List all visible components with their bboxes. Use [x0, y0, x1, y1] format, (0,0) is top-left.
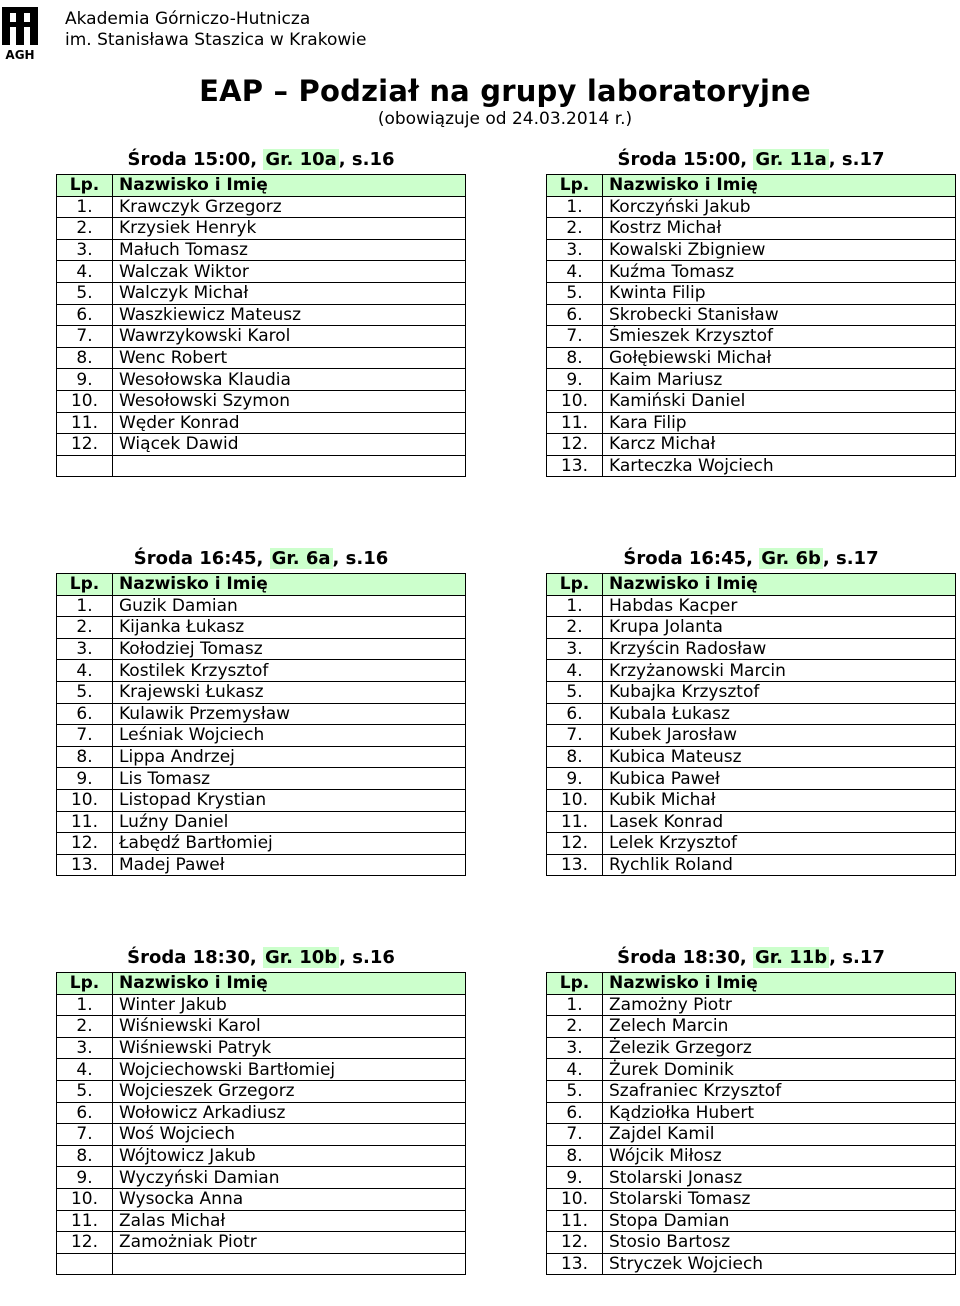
row-number: 13. — [547, 854, 603, 876]
row-number: 6. — [547, 703, 603, 725]
student-name: Stolarski Tomasz — [603, 1188, 956, 1210]
row-number: 6. — [547, 1102, 603, 1124]
student-name: Krupa Jolanta — [603, 617, 956, 639]
row-number: 1. — [547, 994, 603, 1016]
student-name: Krzyżanowski Marcin — [603, 660, 956, 682]
group-room: , s.16 — [332, 548, 389, 569]
student-name — [113, 455, 466, 477]
table-row — [57, 768, 466, 790]
student-name: Kubala Łukasz — [603, 703, 956, 725]
table-row — [547, 1080, 956, 1102]
table-row — [57, 1145, 466, 1167]
table-row — [547, 390, 956, 412]
table-header-row — [57, 175, 466, 197]
table-row — [57, 854, 466, 876]
header-name: Nazwisko i Imię — [603, 973, 956, 995]
table-header-row — [57, 574, 466, 596]
group-room: , s.17 — [822, 548, 879, 569]
student-name: Wiącek Dawid — [113, 434, 466, 456]
student-name: Wenc Robert — [113, 347, 466, 369]
group-table — [56, 972, 466, 1275]
student-name: Kołodziej Tomasz — [113, 638, 466, 660]
student-name: Zamożniak Piotr — [113, 1232, 466, 1254]
table-header-row — [547, 175, 956, 197]
student-name: Kubica Paweł — [603, 768, 956, 790]
table-row — [547, 261, 956, 283]
student-name: Rychlik Roland — [603, 854, 956, 876]
row-number: 6. — [57, 304, 113, 326]
student-name: Wiśniewski Karol — [113, 1016, 466, 1038]
university-line-1: Akademia Górniczo-Hutnicza — [65, 9, 311, 29]
table-row — [547, 994, 956, 1016]
student-name: Małuch Tomasz — [113, 239, 466, 261]
group-table — [546, 573, 956, 876]
student-name: Woś Wojciech — [113, 1124, 466, 1146]
student-name: Łabędź Bartłomiej — [113, 833, 466, 855]
row-number: 11. — [547, 811, 603, 833]
row-number: 9. — [547, 768, 603, 790]
header-lp: Lp. — [547, 175, 603, 197]
table-row — [547, 1037, 956, 1059]
table-row — [547, 1232, 956, 1254]
row-number: 13. — [547, 1253, 603, 1275]
table-row — [547, 617, 956, 639]
row-number: 2. — [547, 218, 603, 240]
row-number: 7. — [57, 725, 113, 747]
row-number: 10. — [57, 390, 113, 412]
student-name: Żurek Dominik — [603, 1059, 956, 1081]
row-number: 6. — [57, 1102, 113, 1124]
table-row — [547, 789, 956, 811]
table-row — [547, 369, 956, 391]
row-number: 8. — [57, 746, 113, 768]
student-name: Lis Tomasz — [113, 768, 466, 790]
row-number: 4. — [547, 1059, 603, 1081]
header-name: Nazwisko i Imię — [113, 973, 466, 995]
group-room: , s.17 — [829, 947, 885, 968]
table-row — [547, 412, 956, 434]
header-name: Nazwisko i Imię — [603, 574, 956, 596]
row-number: 3. — [57, 239, 113, 261]
row-number — [57, 455, 113, 477]
table-row — [547, 282, 956, 304]
row-number: 10. — [547, 789, 603, 811]
table-row — [57, 595, 466, 617]
row-number: 13. — [57, 854, 113, 876]
row-number: 11. — [547, 1210, 603, 1232]
table-row — [547, 725, 956, 747]
group-code: Gr. 10a — [265, 149, 337, 170]
table-row — [547, 1102, 956, 1124]
group-code: Gr. 6b — [761, 548, 821, 569]
student-name: Zelech Marcin — [603, 1016, 956, 1038]
table-row — [547, 854, 956, 876]
table-row — [57, 1080, 466, 1102]
row-number: 4. — [57, 1059, 113, 1081]
row-number: 5. — [57, 681, 113, 703]
table-row — [57, 994, 466, 1016]
group-heading — [546, 544, 956, 573]
row-number: 9. — [57, 1167, 113, 1189]
student-name: Kubajka Krzysztof — [603, 681, 956, 703]
table-row — [57, 326, 466, 348]
table-row — [57, 369, 466, 391]
row-number: 7. — [547, 1124, 603, 1146]
student-name: Walczyk Michał — [113, 282, 466, 304]
group-room: , s.16 — [339, 947, 395, 968]
group-section — [56, 544, 466, 876]
group-time: Środa 18:30, — [127, 947, 264, 968]
row-number: 4. — [547, 261, 603, 283]
row-number: 2. — [547, 617, 603, 639]
group-table — [56, 573, 466, 876]
student-name: Skrobecki Stanisław — [603, 304, 956, 326]
table-row — [57, 681, 466, 703]
group-section — [56, 145, 466, 477]
table-row — [57, 304, 466, 326]
header-name: Nazwisko i Imię — [113, 175, 466, 197]
student-name: Karcz Michał — [603, 434, 956, 456]
row-number: 11. — [57, 1210, 113, 1232]
row-number: 5. — [57, 1080, 113, 1102]
student-name: Stosio Bartosz — [603, 1232, 956, 1254]
row-number: 5. — [57, 282, 113, 304]
row-number: 4. — [547, 660, 603, 682]
student-name: Śmieszek Krzysztof — [603, 326, 956, 348]
group-code: Gr. 11a — [755, 149, 827, 170]
student-name: Wysocka Anna — [113, 1188, 466, 1210]
header-lp: Lp. — [57, 175, 113, 197]
header-lp: Lp. — [57, 973, 113, 995]
row-number: 8. — [547, 347, 603, 369]
row-number: 2. — [57, 218, 113, 240]
table-row — [57, 1037, 466, 1059]
table-row — [547, 703, 956, 725]
student-name — [113, 1253, 466, 1275]
row-number: 3. — [547, 638, 603, 660]
table-row — [57, 638, 466, 660]
table-row — [57, 1253, 466, 1275]
table-row — [57, 811, 466, 833]
row-number: 4. — [57, 660, 113, 682]
student-name: Luźny Daniel — [113, 811, 466, 833]
row-number: 12. — [57, 833, 113, 855]
table-row — [57, 455, 466, 477]
student-name: Wojcieszek Grzegorz — [113, 1080, 466, 1102]
row-number: 9. — [547, 369, 603, 391]
row-number: 5. — [547, 681, 603, 703]
table-row — [57, 261, 466, 283]
header-lp: Lp. — [547, 574, 603, 596]
table-row — [57, 1210, 466, 1232]
student-name: Wójtowicz Jakub — [113, 1145, 466, 1167]
student-name: Listopad Krystian — [113, 789, 466, 811]
student-name: Walczak Wiktor — [113, 261, 466, 283]
group-code: Gr. 6a — [271, 548, 331, 569]
table-row — [57, 1232, 466, 1254]
student-name: Wojciechowski Bartłomiej — [113, 1059, 466, 1081]
table-row — [57, 239, 466, 261]
row-number: 8. — [547, 746, 603, 768]
student-name: Kostilek Krzysztof — [113, 660, 466, 682]
table-row — [57, 347, 466, 369]
page-subtitle: (obowiązuje od 24.03.2014 r.) — [377, 109, 633, 129]
university-line-2: im. Stanisława Staszica w Krakowie — [65, 30, 367, 50]
student-name: Waszkiewicz Mateusz — [113, 304, 466, 326]
table-row — [547, 638, 956, 660]
student-name: Żelezik Grzegorz — [603, 1037, 956, 1059]
table-row — [57, 218, 466, 240]
group-heading — [56, 544, 466, 573]
row-number: 10. — [547, 1188, 603, 1210]
group-table — [546, 174, 956, 477]
table-row — [547, 1016, 956, 1038]
row-number: 6. — [57, 703, 113, 725]
table-row — [547, 347, 956, 369]
row-number: 2. — [547, 1016, 603, 1038]
table-row — [547, 326, 956, 348]
student-name: Wesołowska Klaudia — [113, 369, 466, 391]
table-row — [57, 1188, 466, 1210]
table-row — [57, 703, 466, 725]
student-name: Krawczyk Grzegorz — [113, 196, 466, 218]
student-name: Kijanka Łukasz — [113, 617, 466, 639]
group-section — [546, 145, 956, 477]
student-name: Wołowicz Arkadiusz — [113, 1102, 466, 1124]
table-row — [57, 660, 466, 682]
student-name: Kądziołka Hubert — [603, 1102, 956, 1124]
header-lp: Lp. — [57, 574, 113, 596]
table-row — [57, 390, 466, 412]
table-row — [57, 196, 466, 218]
table-row — [547, 1059, 956, 1081]
row-number: 1. — [57, 196, 113, 218]
table-row — [547, 1253, 956, 1275]
student-name: Kubik Michał — [603, 789, 956, 811]
table-row — [547, 218, 956, 240]
student-name: Stryczek Wojciech — [603, 1253, 956, 1275]
row-number: 9. — [547, 1167, 603, 1189]
table-row — [547, 196, 956, 218]
row-number: 10. — [547, 390, 603, 412]
row-number: 11. — [57, 811, 113, 833]
student-name: Kamiński Daniel — [603, 390, 956, 412]
group-section — [546, 943, 956, 1275]
table-row — [57, 746, 466, 768]
row-number: 5. — [547, 1080, 603, 1102]
student-name: Madej Paweł — [113, 854, 466, 876]
group-section — [546, 544, 956, 876]
student-name: Wiśniewski Patryk — [113, 1037, 466, 1059]
table-row — [547, 239, 956, 261]
table-row — [57, 833, 466, 855]
university-name — [65, 9, 366, 51]
row-number: 12. — [57, 1232, 113, 1254]
row-number: 7. — [547, 326, 603, 348]
student-name: Korczyński Jakub — [603, 196, 956, 218]
student-name: Węder Konrad — [113, 412, 466, 434]
row-number: 10. — [57, 1188, 113, 1210]
row-number: 7. — [547, 725, 603, 747]
row-number: 8. — [57, 1145, 113, 1167]
row-number: 11. — [57, 412, 113, 434]
group-section — [56, 943, 466, 1275]
student-name: Zalas Michał — [113, 1210, 466, 1232]
student-name: Kubek Jarosław — [603, 725, 956, 747]
row-number: 3. — [547, 1037, 603, 1059]
row-number: 7. — [57, 326, 113, 348]
student-name: Wawrzykowski Karol — [113, 326, 466, 348]
row-number: 6. — [547, 304, 603, 326]
row-number: 12. — [547, 833, 603, 855]
table-row — [547, 434, 956, 456]
group-time: Środa 15:00, — [617, 149, 754, 170]
group-time: Środa 16:45, — [133, 548, 270, 569]
header-name: Nazwisko i Imię — [113, 574, 466, 596]
student-name: Kowalski Zbigniew — [603, 239, 956, 261]
table-row — [57, 434, 466, 456]
student-name: Wójcik Miłosz — [603, 1145, 956, 1167]
table-header-row — [547, 973, 956, 995]
table-row — [57, 1167, 466, 1189]
row-number: 1. — [547, 595, 603, 617]
row-number: 11. — [547, 412, 603, 434]
group-room: , s.16 — [338, 149, 395, 170]
student-name: Winter Jakub — [113, 994, 466, 1016]
row-number: 1. — [547, 196, 603, 218]
student-name: Lelek Krzysztof — [603, 833, 956, 855]
student-name: Wyczyński Damian — [113, 1167, 466, 1189]
group-time: Środa 15:00, — [127, 149, 264, 170]
group-time: Środa 18:30, — [617, 947, 754, 968]
student-name: Kwinta Filip — [603, 282, 956, 304]
group-code: Gr. 10b — [265, 947, 338, 968]
student-name: Szafraniec Krzysztof — [603, 1080, 956, 1102]
table-row — [57, 1016, 466, 1038]
table-row — [57, 1102, 466, 1124]
table-row — [547, 660, 956, 682]
row-number: 9. — [57, 369, 113, 391]
table-row — [57, 617, 466, 639]
row-number: 8. — [547, 1145, 603, 1167]
row-number: 7. — [57, 1124, 113, 1146]
table-row — [547, 1210, 956, 1232]
row-number: 8. — [57, 347, 113, 369]
group-room: , s.17 — [828, 149, 885, 170]
row-number: 3. — [547, 239, 603, 261]
row-number: 2. — [57, 1016, 113, 1038]
group-code: Gr. 11b — [755, 947, 828, 968]
table-row — [547, 1167, 956, 1189]
group-time: Środa 16:45, — [623, 548, 760, 569]
student-name: Krzysiek Henryk — [113, 218, 466, 240]
student-name: Kaim Mariusz — [603, 369, 956, 391]
table-header-row — [547, 574, 956, 596]
table-row — [547, 595, 956, 617]
table-row — [57, 282, 466, 304]
group-table — [56, 174, 466, 477]
student-name: Kuźma Tomasz — [603, 261, 956, 283]
row-number: 5. — [547, 282, 603, 304]
student-name: Kubica Mateusz — [603, 746, 956, 768]
table-row — [547, 681, 956, 703]
student-name: Karteczka Wojciech — [603, 455, 956, 477]
row-number: 12. — [547, 1232, 603, 1254]
row-number: 3. — [57, 1037, 113, 1059]
row-number — [57, 1253, 113, 1275]
logo-text: AGH — [5, 48, 35, 62]
table-row — [57, 789, 466, 811]
student-name: Gołębiewski Michał — [603, 347, 956, 369]
row-number: 1. — [57, 994, 113, 1016]
row-number: 12. — [57, 434, 113, 456]
student-name: Habdas Kacper — [603, 595, 956, 617]
student-name: Krajewski Łukasz — [113, 681, 466, 703]
row-number: 9. — [57, 768, 113, 790]
agh-logo — [0, 4, 40, 62]
student-name: Kostrz Michał — [603, 218, 956, 240]
student-name: Zamożny Piotr — [603, 994, 956, 1016]
header-lp: Lp. — [547, 973, 603, 995]
row-number: 10. — [57, 789, 113, 811]
student-name: Lasek Konrad — [603, 811, 956, 833]
table-row — [547, 833, 956, 855]
row-number: 13. — [547, 455, 603, 477]
student-name: Wesołowski Szymon — [113, 390, 466, 412]
group-heading — [56, 943, 466, 972]
header-name: Nazwisko i Imię — [603, 175, 956, 197]
table-row — [547, 1188, 956, 1210]
group-heading — [56, 145, 466, 174]
student-name: Krzyścin Radosław — [603, 638, 956, 660]
student-name: Kulawik Przemysław — [113, 703, 466, 725]
group-table — [546, 972, 956, 1275]
student-name: Lippa Andrzej — [113, 746, 466, 768]
row-number: 1. — [57, 595, 113, 617]
table-row — [547, 1145, 956, 1167]
table-header-row — [57, 973, 466, 995]
table-row — [547, 811, 956, 833]
table-row — [547, 304, 956, 326]
row-number: 4. — [57, 261, 113, 283]
table-row — [547, 455, 956, 477]
row-number: 12. — [547, 434, 603, 456]
group-heading — [546, 145, 956, 174]
table-row — [57, 1059, 466, 1081]
row-number: 3. — [57, 638, 113, 660]
table-row — [57, 1124, 466, 1146]
table-row — [547, 768, 956, 790]
student-name: Leśniak Wojciech — [113, 725, 466, 747]
group-heading — [546, 943, 956, 972]
student-name: Stolarski Jonasz — [603, 1167, 956, 1189]
student-name: Stopa Damian — [603, 1210, 956, 1232]
page-title: EAP – Podział na grupy laboratoryjne — [199, 74, 811, 108]
row-number: 2. — [57, 617, 113, 639]
table-row — [57, 412, 466, 434]
student-name: Kara Filip — [603, 412, 956, 434]
table-row — [547, 1124, 956, 1146]
table-row — [547, 746, 956, 768]
table-row — [57, 725, 466, 747]
student-name: Guzik Damian — [113, 595, 466, 617]
student-name: Zajdel Kamil — [603, 1124, 956, 1146]
